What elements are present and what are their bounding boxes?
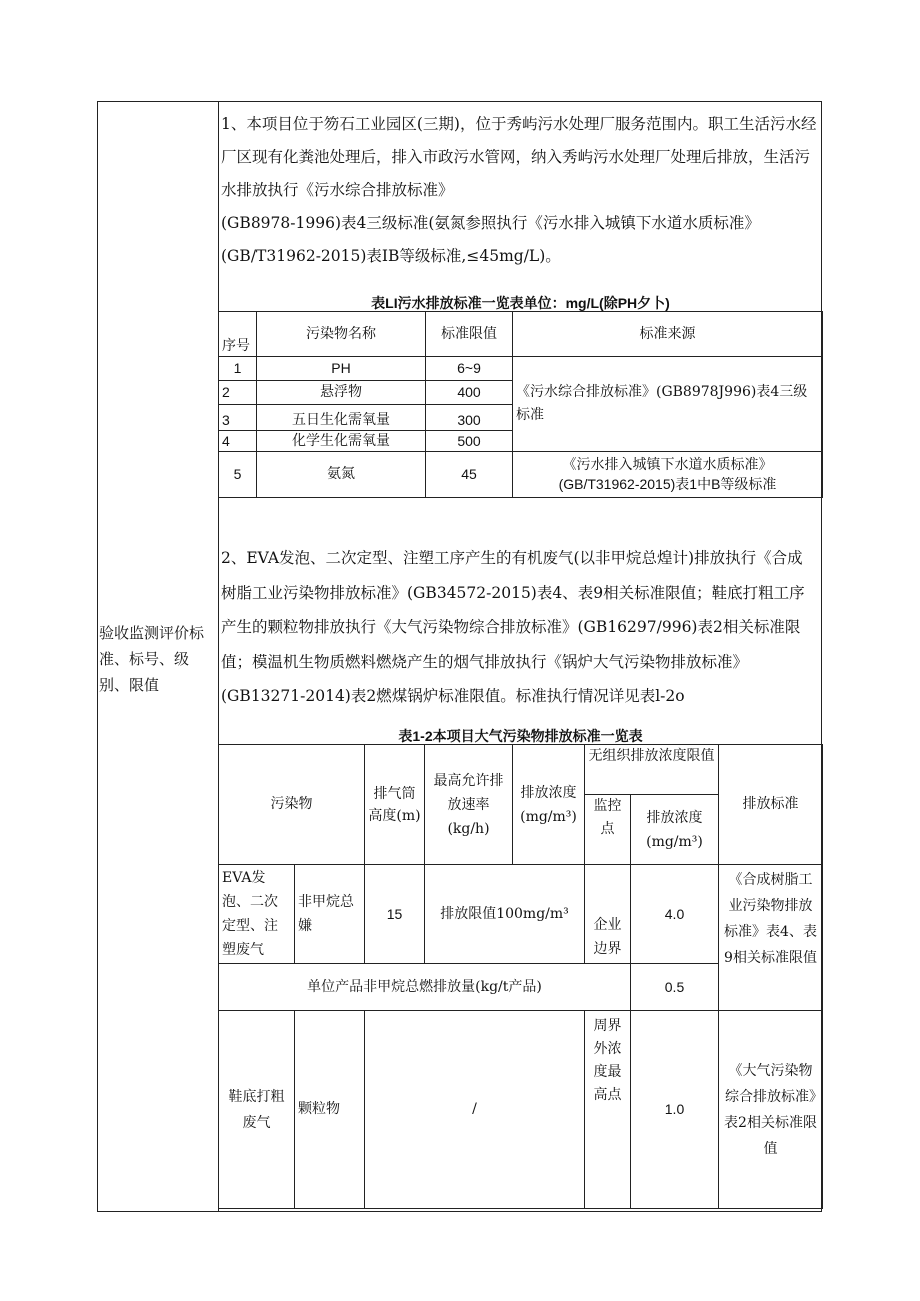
- table2-header-stack-height: 排气筒高度(m): [365, 745, 425, 865]
- table2-row1-monitor: 企业边界: [585, 865, 631, 964]
- section1-line: 水排放执行《污水综合排放标准》: [221, 181, 454, 199]
- table-row: [219, 452, 823, 498]
- table2-row3-merged: /: [365, 1011, 585, 1209]
- section2-line: 产生的颗粒物排放执行《大气污染物综合排放标准》(GB16297/996)表2相关标准限: [221, 618, 801, 636]
- table2-row3-monitor: 周界外浓度最高点: [585, 1011, 631, 1209]
- table2-row1-source: EVA发泡、二次定型、注塑废气: [219, 865, 295, 964]
- section1-line: (GB8978-1996)表4三级标准(氨氮参照执行《污水排入城镇下水道水质标准》: [221, 214, 760, 232]
- table2-header-unorg-conc: 排放浓度(mg/m³): [631, 795, 719, 865]
- table2-row1-pollutant: 非甲烷总嫌: [295, 865, 365, 964]
- table1-cell-no: 1: [219, 357, 257, 381]
- table1-source-b-line1: 《污水排入城镇下水道水质标准》: [562, 456, 773, 473]
- table2-row2-label: 单位产品非甲烷总燃排放量(kg/t产品): [219, 964, 631, 1011]
- table1-source-b-line2: (GB/T31962-2015)表1中B等级标准: [558, 475, 777, 492]
- table1: [218, 311, 823, 498]
- table2-row1-conc: 4.0: [631, 865, 719, 964]
- table1-cell-limit: 300: [426, 405, 513, 431]
- table1-header-source: 标准来源: [513, 312, 823, 357]
- table1-cell-no: 3: [219, 405, 257, 431]
- table1-cell-name: 氨氮: [257, 452, 426, 498]
- table2-row1-rate-limit: 排放限值100mg/m³: [425, 865, 585, 964]
- table2-row1-height: 15: [365, 865, 425, 964]
- table2-header-concentration: 排放浓度(mg/m³): [513, 745, 585, 865]
- table1-cell-limit: 6~9: [426, 357, 513, 381]
- table1-cell-limit: 45: [426, 452, 513, 498]
- section1-line: 厂区现有化粪池处理后，排入市政污水管网，纳入秀屿污水处理厂处理后排放，生活污: [221, 148, 811, 166]
- table2-header-pollutant: 污染物: [219, 745, 365, 865]
- section1-line: (GB/T31962-2015)表IB等级标准,≤45mg/L)。: [221, 247, 561, 265]
- table1-source-b: [513, 452, 823, 498]
- table1-source-a: [513, 357, 823, 452]
- table1-header-name: 污染物名称: [257, 312, 426, 357]
- table2-row3-pollutant: 颗粒物: [295, 1011, 365, 1209]
- table2-header-unorganized: 无组织排放浓度限值: [585, 745, 719, 795]
- table2-header-standard: 排放标准: [719, 745, 823, 865]
- section2-line: 树脂工业污染物排放标准》(GB34572-2015)表4、表9相关标准限值；鞋底打粗工序: [221, 583, 805, 602]
- table2: [218, 744, 823, 1209]
- left-label: 验收监测评价标准、标号、级别、限值: [99, 624, 205, 694]
- table1-caption: 表LI污水排放标准一览表单位：mg/L(除PH夕卜): [371, 295, 670, 311]
- table2-caption: 表1-2本项目大气污染物排放标准一览表: [398, 728, 643, 744]
- section2-paragraph: [221, 541, 818, 714]
- table2-row3-source: 鞋底打粗废气: [219, 1011, 295, 1209]
- table-row: [219, 357, 823, 381]
- table1-cell-name: 五日生化需氧量: [257, 405, 426, 431]
- section1-paragraph: [221, 108, 818, 273]
- section2-line: (GB13271-2014)表2燃煤锅炉标准限值。标准执行情况详见表l-2o: [221, 687, 685, 705]
- table1-cell-limit: 500: [426, 431, 513, 452]
- table1-cell-limit: 400: [426, 381, 513, 405]
- section2-line: 2、EVA发泡、二次定型、注塑工序产生的有机废气(以非甲烷总煌计)排放执行《合成: [221, 549, 803, 567]
- table1-cell-name: 化学生化需氧量: [257, 431, 426, 452]
- table1-cell-name: 悬浮物: [257, 381, 426, 405]
- table1-cell-no: 2: [219, 381, 257, 405]
- table2-row2-value: 0.5: [631, 964, 719, 1011]
- table2-header-monitor-point: 监控点: [585, 795, 631, 865]
- table1-cell-name: PH: [257, 357, 426, 381]
- table2-row3-standard: 《大气污染物综合排放标准》表2相关标准限值: [719, 1011, 823, 1209]
- table-row: [219, 1011, 823, 1209]
- table-row: [219, 865, 823, 964]
- table2-row1-standard: 《合成树脂工业污染物排放标准》表4、表9相关标准限值: [719, 865, 823, 1011]
- table1-header-no: 序号: [219, 312, 257, 357]
- table1-cell-no: 4: [219, 431, 257, 452]
- table2-row3-conc: 1.0: [631, 1011, 719, 1209]
- table2-header-max-rate: 最高允许排放速率(kg/h): [425, 745, 513, 865]
- table1-source-a-text: 《污水综合排放标准》(GB8978J996)表4三级标准: [516, 384, 808, 423]
- table1-cell-no: 5: [219, 452, 257, 498]
- section1-line: 1、本项目位于笏石工业园区(三期)，位于秀屿污水处理厂服务范围内。职工生活污水经: [221, 115, 817, 133]
- table1-header-limit: 标准限值: [426, 312, 513, 357]
- section2-line: 值；模温机生物质燃料燃烧产生的烟气排放执行《锅炉大气污染物排放标准》: [221, 652, 749, 671]
